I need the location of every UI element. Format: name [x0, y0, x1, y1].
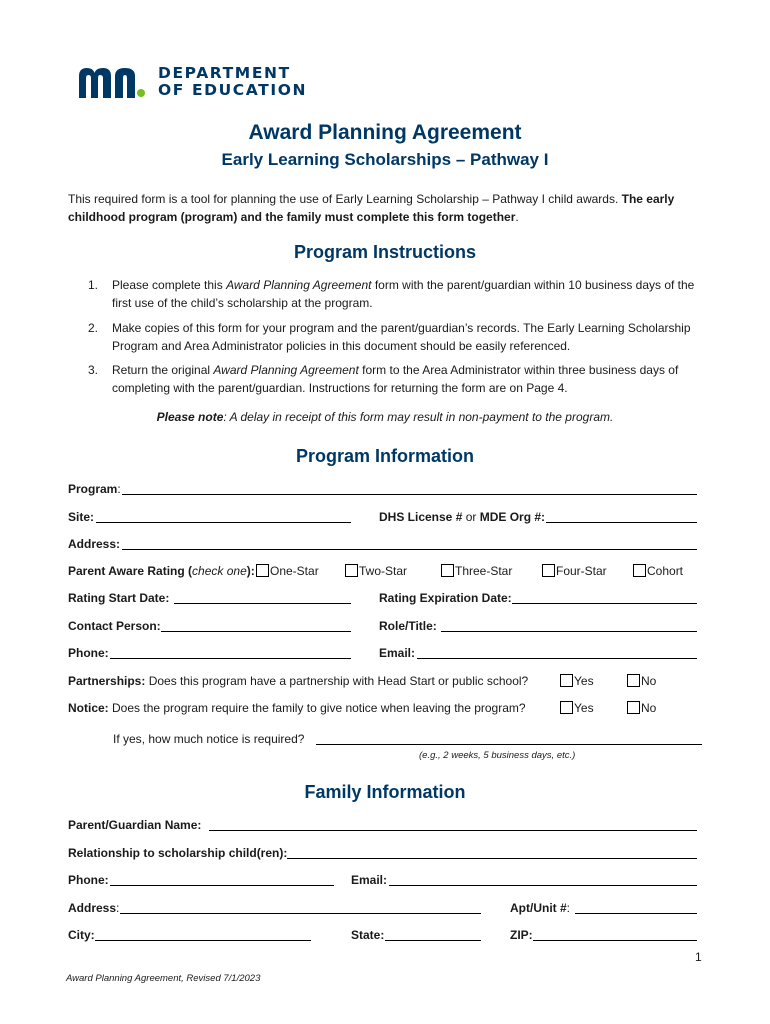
checkbox[interactable] — [627, 701, 640, 714]
family-phone-input[interactable] — [110, 885, 334, 886]
dhs-label: DHS License # — [379, 510, 463, 524]
checkbox[interactable] — [345, 564, 358, 577]
option-label: Four-Star — [556, 564, 607, 578]
family-email-label: Email: — [351, 873, 388, 887]
program-colon: : — [117, 482, 121, 496]
checkbox[interactable] — [256, 564, 269, 577]
item-text-end: form to the Area Administrator within three business days of completing with the parent/guardian. Instructions for returning the form are on Page 4. — [112, 363, 679, 395]
notice-no[interactable] — [627, 701, 656, 715]
note-text: : A delay in receipt of this form may result in non-payment to the program. — [223, 410, 614, 424]
option-label: One-Star — [270, 564, 319, 578]
item-number: 1. — [88, 278, 99, 292]
phone-label: Phone: — [68, 646, 109, 660]
email-label: Email: — [379, 646, 416, 660]
instruction-item — [90, 277, 705, 312]
rating-start-label: Rating Start Date: — [68, 591, 170, 605]
partnerships-label: Partnerships: — [68, 674, 146, 688]
program-field-label — [68, 482, 121, 496]
intro-end: . — [515, 210, 519, 224]
notice-label: Notice: — [68, 701, 109, 715]
dhs-or: or — [462, 510, 480, 524]
item-text: Make copies of this form for your program and the parent/guardian’s records. The Early Learning Scholarship Program and Area Administrator policies in this document should be easily referenced. — [112, 321, 691, 353]
page-subtitle: Early Learning Scholarships – Pathway I — [221, 150, 549, 169]
option-label: Yes — [574, 701, 594, 715]
item-text-end: form with the parent/guardian within 10 business days of the first use of the child’s scholarship at the program. — [112, 278, 695, 310]
partnerships-text: Does this program have a partnership with Head Start or public school? — [145, 674, 529, 688]
zip-label: ZIP: — [510, 928, 533, 942]
notice-amount-label: If yes, how much notice is required? — [113, 732, 305, 746]
notice-example: (e.g., 2 weeks, 5 business days, etc.) — [419, 750, 576, 761]
family-email-input[interactable] — [389, 885, 697, 886]
instruction-item — [90, 362, 705, 397]
intro-paragraph — [68, 190, 708, 226]
family-address-label-text: Address — [68, 901, 117, 915]
checkbox[interactable] — [633, 564, 646, 577]
page-title: Award Planning Agreement — [248, 121, 522, 144]
program-label: Program — [68, 482, 118, 496]
address-label: Address: — [68, 537, 121, 551]
notice-yes[interactable] — [560, 701, 594, 715]
item-text: Please complete this — [112, 278, 227, 292]
option-label: Yes — [574, 674, 594, 688]
partnerships-question — [68, 674, 528, 688]
relationship-label: Relationship to scholarship child(ren): — [68, 846, 288, 860]
contact-input[interactable] — [161, 631, 351, 632]
rating-start-input[interactable] — [174, 603, 351, 604]
rating-label-text: Parent Aware Rating — [68, 564, 185, 578]
program-instructions-heading: Program Instructions — [293, 242, 477, 262]
notice-amount-input[interactable] — [316, 744, 702, 745]
family-address-input[interactable] — [120, 913, 481, 914]
program-input[interactable] — [122, 494, 697, 495]
family-information-heading: Family Information — [304, 782, 466, 802]
notice-text: Does the program require the family to give notice when leaving the program? — [108, 701, 526, 715]
partnerships-yes[interactable] — [560, 674, 594, 688]
option-label: Cohort — [647, 564, 684, 578]
org-name — [158, 65, 307, 99]
checkbox[interactable] — [542, 564, 555, 577]
parent-name-input[interactable] — [209, 830, 697, 831]
apt-label — [510, 901, 570, 915]
address-input[interactable] — [122, 549, 697, 550]
role-input[interactable] — [441, 631, 697, 632]
intro-text: This required form is a tool for planning the use of Early Learning Scholarship – Pathway I child awards. — [68, 192, 622, 206]
rating-paren-open: ( — [184, 564, 193, 578]
relationship-input[interactable] — [287, 858, 697, 859]
page-number: 1 — [695, 950, 702, 964]
revision-footer: Award Planning Agreement, Revised 7/1/2023 — [66, 973, 261, 984]
apt-label-text: Apt/Unit # — [510, 901, 567, 915]
rating-expiration-input[interactable] — [512, 603, 697, 604]
state-input[interactable] — [385, 940, 481, 941]
org-name-line1: DEPARTMENT — [158, 64, 291, 82]
apt-input[interactable] — [575, 913, 697, 914]
family-phone-label: Phone: — [68, 873, 109, 887]
checkbox[interactable] — [441, 564, 454, 577]
email-input[interactable] — [417, 658, 697, 659]
item-italic: Award Planning Agreement — [226, 278, 372, 292]
item-number: 3. — [88, 363, 99, 377]
parent-name-label: Parent/Guardian Name: — [68, 818, 202, 832]
org-name-line2: OF EDUCATION — [158, 81, 308, 99]
rating-option-two-star[interactable] — [345, 564, 407, 578]
item-italic: Award Planning Agreement — [213, 363, 359, 377]
partnerships-no[interactable] — [627, 674, 656, 688]
option-label: Two-Star — [359, 564, 408, 578]
family-address-label — [68, 901, 119, 915]
site-label: Site: — [68, 510, 95, 524]
rating-option-four-star[interactable] — [542, 564, 607, 578]
checkbox[interactable] — [560, 701, 573, 714]
city-label: City: — [68, 928, 95, 942]
option-label: No — [641, 674, 657, 688]
phone-input[interactable] — [110, 658, 351, 659]
family-address-colon: : — [116, 901, 120, 915]
apt-colon: : — [566, 901, 571, 915]
notice-question — [68, 701, 526, 715]
intro-bold: The early childhood program (program) and the family must complete this form together — [68, 192, 675, 224]
checkbox[interactable] — [627, 674, 640, 687]
instruction-item — [90, 320, 705, 355]
role-label: Role/Title: — [379, 619, 437, 633]
rating-option-three-star[interactable] — [441, 564, 512, 578]
checkbox[interactable] — [560, 674, 573, 687]
city-input[interactable] — [95, 940, 311, 941]
contact-label: Contact Person: — [68, 619, 161, 633]
option-label: No — [641, 701, 657, 715]
rating-paren-close: ): — [246, 564, 255, 578]
site-input[interactable] — [96, 522, 351, 523]
mde-label: MDE Org #: — [479, 510, 546, 524]
rating-hint: check one — [192, 564, 247, 578]
program-information-heading: Program Information — [295, 446, 474, 466]
item-number: 2. — [88, 321, 99, 335]
payment-note — [0, 410, 770, 424]
item-text: Return the original — [112, 363, 214, 377]
note-label: Please note — [156, 410, 224, 424]
rating-expiration-label: Rating Expiration Date: — [379, 591, 512, 605]
license-label — [379, 510, 545, 524]
zip-input[interactable] — [533, 940, 697, 941]
license-input[interactable] — [546, 522, 697, 523]
rating-option-one-star[interactable] — [256, 564, 319, 578]
rating-label — [68, 564, 255, 578]
mn-logo-mark — [75, 66, 149, 100]
option-label: Three-Star — [455, 564, 513, 578]
state-label: State: — [351, 928, 385, 942]
rating-option-cohort[interactable] — [633, 564, 683, 578]
